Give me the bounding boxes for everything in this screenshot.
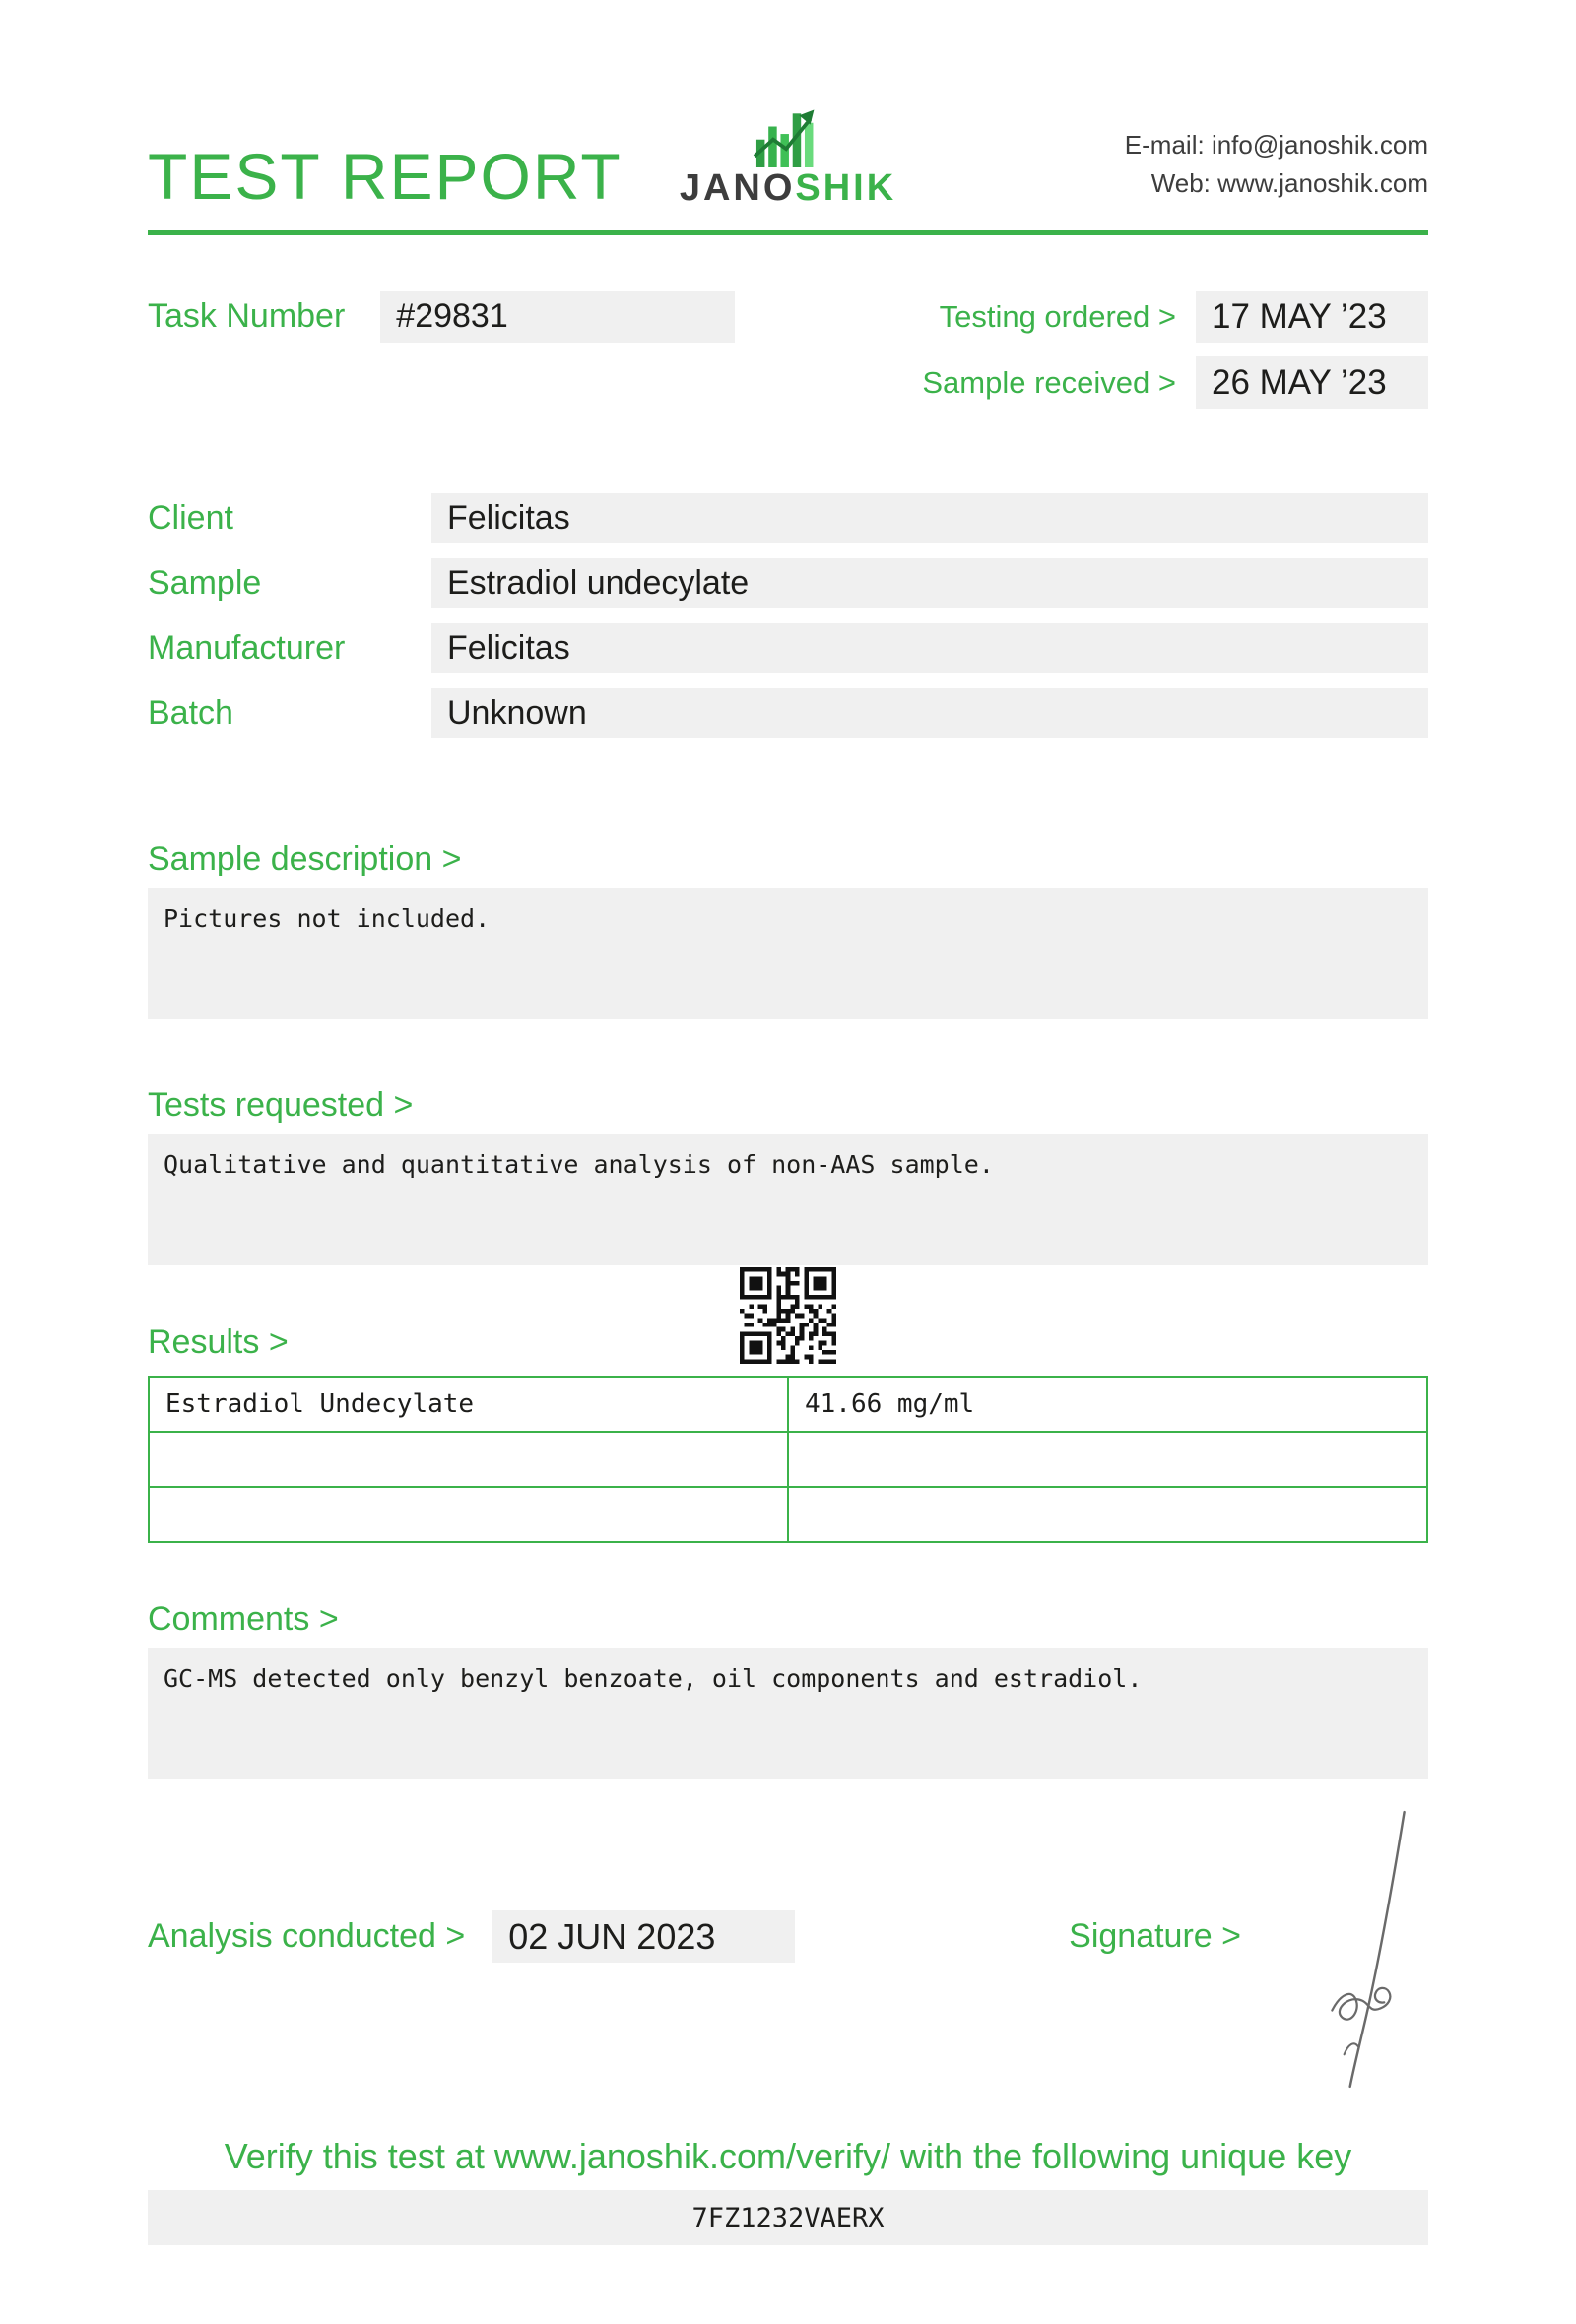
analysis-conducted-value: 02 JUN 2023 (492, 1910, 795, 1963)
results-table (148, 1376, 1428, 1543)
task-number-group (148, 290, 735, 343)
result-substance-cell (149, 1487, 788, 1542)
qr-code (740, 1267, 836, 1364)
janoshik-logo (680, 102, 896, 209)
report-header (148, 102, 1428, 213)
comments-heading: Comments > (148, 1600, 339, 1638)
sample-value: Estradiol undecylate (431, 558, 1428, 608)
analysis-conducted-label: Analysis conducted > (148, 1917, 466, 1956)
logo-bars-icon (750, 102, 826, 167)
field-row-manufacturer (148, 623, 1428, 673)
manufacturer-value: Felicitas (431, 623, 1428, 673)
testing-ordered-row (940, 290, 1428, 343)
result-substance-cell (149, 1432, 788, 1487)
testing-ordered-label: Testing ordered > (939, 298, 1176, 334)
result-value-cell (788, 1432, 1427, 1487)
contact-web-line (896, 164, 1428, 203)
sample-received-value: 26 MAY ’23 (1196, 356, 1428, 409)
comments-box: GC-MS detected only benzyl benzoate, oil components and estradiol. (148, 1648, 1428, 1779)
verify-text: Verify this test at www.janoshik.com/verify/ with the following unique key (224, 2136, 1352, 2176)
contact-email-line (896, 126, 1428, 164)
logo-shik: SHIK (795, 167, 897, 209)
email-label: E-mail: (1124, 130, 1205, 160)
signature-label: Signature > (1069, 1917, 1241, 1956)
page-title: TEST REPORT (148, 140, 623, 213)
sample-fields (148, 493, 1428, 738)
web-label: Web: (1150, 168, 1211, 198)
task-number-label: Task Number (148, 297, 346, 336)
client-value: Felicitas (431, 493, 1428, 543)
result-value-cell: 41.66 mg/ml (788, 1377, 1427, 1432)
field-row-client (148, 493, 1428, 543)
contact-info (896, 126, 1428, 209)
sample-description-box: Pictures not included. (148, 888, 1428, 1019)
tests-requested-heading: Tests requested > (148, 1086, 414, 1124)
batch-value: Unknown (431, 688, 1428, 738)
sample-label: Sample (148, 563, 262, 602)
table-row (149, 1377, 1427, 1432)
email-value: info@janoshik.com (1211, 130, 1428, 160)
logo-jano: JANO (679, 167, 796, 209)
task-row (148, 290, 1428, 409)
task-number-value: #29831 (380, 290, 735, 343)
header-divider (148, 230, 1428, 235)
signature-image (1300, 1804, 1438, 2095)
sample-received-row (922, 356, 1428, 409)
batch-label: Batch (148, 693, 233, 732)
logo-wordmark (680, 169, 896, 207)
client-label: Client (148, 498, 233, 537)
footer-row (148, 1910, 1428, 1963)
table-row (149, 1487, 1427, 1542)
field-row-batch (148, 688, 1428, 738)
dates-group (922, 290, 1428, 409)
unique-key-value: 7FZ1232VAERX (148, 2190, 1428, 2245)
result-substance-cell: Estradiol Undecylate (149, 1377, 788, 1432)
tests-requested-box: Qualitative and quantitative analysis of non-AAS sample. (148, 1134, 1428, 1265)
manufacturer-label: Manufacturer (148, 628, 346, 667)
sample-description-heading: Sample description > (148, 840, 462, 877)
results-heading: Results > (148, 1323, 289, 1361)
results-header-row (148, 1323, 1428, 1362)
sample-received-label: Sample received > (922, 364, 1176, 400)
result-value-cell (788, 1487, 1427, 1542)
table-row (149, 1432, 1427, 1487)
web-value: www.janoshik.com (1217, 168, 1428, 198)
testing-ordered-value: 17 MAY ’23 (1196, 290, 1428, 343)
field-row-sample (148, 558, 1428, 608)
